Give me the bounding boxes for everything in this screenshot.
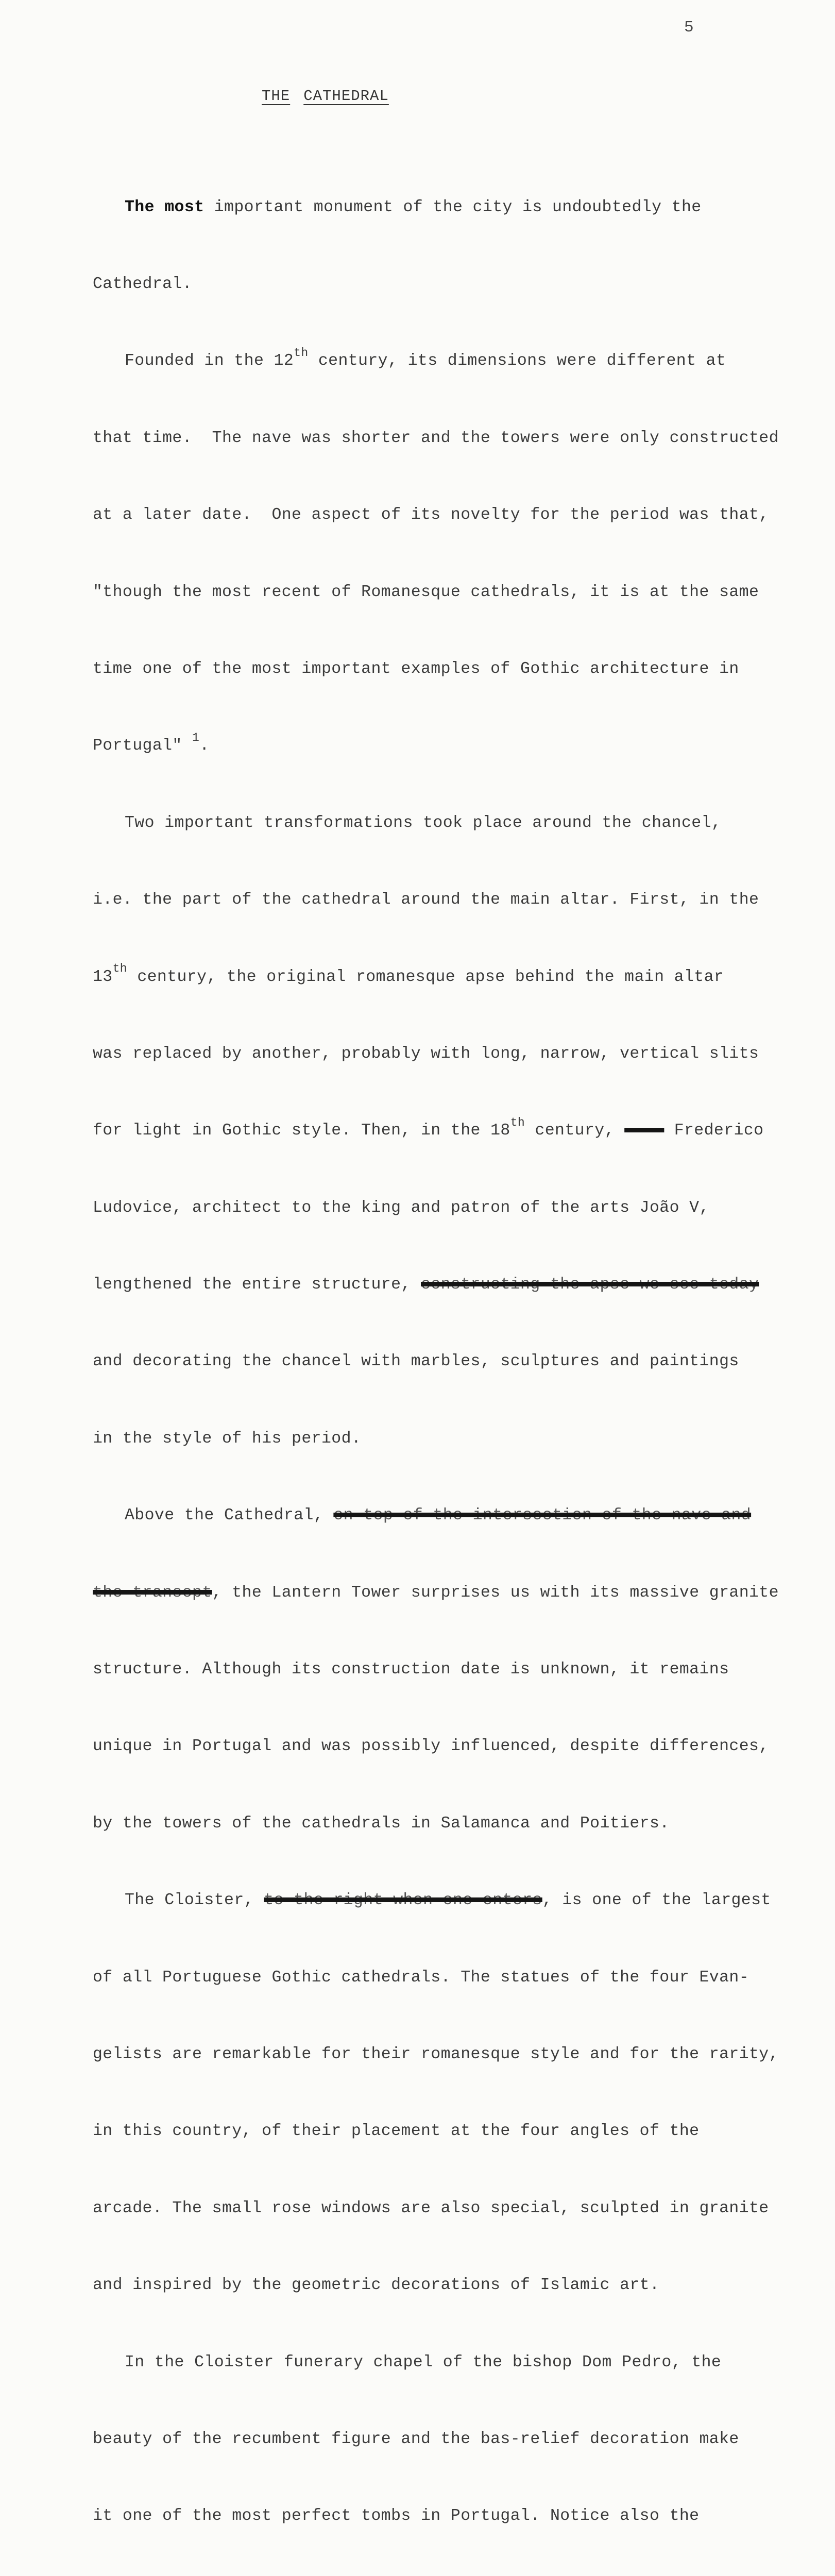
- bold-text: The most: [125, 198, 205, 216]
- struck-out-text: constructing the apse we see today: [421, 1276, 759, 1294]
- superscript: th: [510, 1115, 525, 1129]
- title-part-1: THE: [262, 88, 291, 105]
- superscript: th: [112, 962, 128, 975]
- text-line: time one of the most important examples of Gothic architecture in: [93, 659, 739, 678]
- text-line: [93, 733, 824, 759]
- text-line: Ludovice, architect to the king and patron of the arts João V,: [93, 1198, 709, 1217]
- text-line: and inspired by the geometric decorations of Islamic art.: [93, 2276, 660, 2295]
- text-line: [93, 1115, 824, 1144]
- text-line: [93, 1503, 824, 1529]
- text-line: in the style of his period.: [93, 1429, 362, 1448]
- text-line: that time. The nave was shorter and the towers were only constructed: [93, 429, 779, 447]
- text-line: "though the most recent of Romanesque cathedrals, it is at the same: [93, 583, 759, 601]
- page-title: [262, 88, 389, 105]
- text-line: beauty of the recumbent figure and the bas-relief decoration make: [93, 2430, 739, 2448]
- text-line: structure. Although its construction date is unknown, it remains: [93, 1660, 729, 1679]
- text-fragment: , the Lantern Tower surprises us with its massive granite: [212, 1583, 779, 1602]
- text-fragment: The Cloister,: [125, 1891, 264, 1910]
- text-line: arcade. The small rose windows are also special, sculpted in granite: [93, 2199, 769, 2217]
- text-fragment: century, the original romanesque apse behind the main altar: [127, 968, 724, 986]
- text-line: in this country, of their placement at the four angles of the: [93, 2122, 700, 2141]
- text-fragment: lengthened the entire structure,: [93, 1276, 421, 1294]
- text-fragment: important monument of the city is undoubtedly the: [204, 198, 702, 216]
- struck-out-text: the transept: [93, 1583, 212, 1602]
- text-line: unique in Portugal and was possibly influenced, despite differences,: [93, 1737, 769, 1756]
- document-body: [93, 143, 824, 2576]
- text-fragment: , is one of the largest: [542, 1891, 771, 1910]
- text-line: and decorating the chancel with marbles, sculptures and paintings: [93, 1352, 739, 1371]
- text-line: i.e. the part of the cathedral around the main altar. First, in the: [93, 891, 759, 909]
- text-fragment: Above the Cathedral,: [125, 1506, 334, 1525]
- struck-out-text: to the right when one enters: [264, 1891, 542, 1910]
- text-fragment: for light in Gothic style. Then, in the 18: [93, 1122, 510, 1140]
- text-line: it one of the most perfect tombs in Portugal. Notice also the: [93, 2507, 700, 2526]
- text-fragment: century, its dimensions were different at: [308, 352, 726, 370]
- text-fragment: .: [199, 737, 210, 755]
- text-line: gelists are remarkable for their romanesque style and for the rarity,: [93, 2045, 779, 2063]
- text-line: [93, 1272, 824, 1298]
- text-fragment: Frederico: [664, 1122, 764, 1140]
- text-line: at a later date. One aspect of its novelty for the period was that,: [93, 506, 769, 524]
- text-line: was replaced by another, probably with long, narrow, vertical slits: [93, 1044, 759, 1063]
- text-line: In the Cloister funerary chapel of the bishop Dom Pedro, the: [125, 2353, 722, 2371]
- text-line: of all Portuguese Gothic cathedrals. The statues of the four Evan-: [93, 1968, 749, 1987]
- footnote-marker: 1: [192, 731, 200, 744]
- page-number: 5: [684, 19, 694, 37]
- text-line: by the towers of the cathedrals in Salamanca and Poitiers.: [93, 1814, 670, 1833]
- text-fragment: century,: [525, 1122, 625, 1140]
- text-line: Cathedral.: [93, 275, 193, 293]
- text-fragment: Portugal": [93, 737, 193, 755]
- text-fragment: Founded in the 12: [125, 352, 294, 370]
- text-fragment: 13: [93, 968, 113, 986]
- text-line: [93, 348, 824, 374]
- struck-out-text: [624, 1122, 664, 1140]
- text-line: [93, 964, 824, 990]
- text-line: [93, 195, 824, 221]
- text-line: [93, 1888, 824, 1913]
- text-line: [93, 1580, 824, 1606]
- struck-out-text: on top of the intersection of the nave and: [333, 1506, 752, 1525]
- superscript: th: [294, 346, 309, 360]
- title-part-2: CATHEDRAL: [303, 88, 389, 105]
- text-line: Two important transformations took place around the chancel,: [125, 814, 722, 832]
